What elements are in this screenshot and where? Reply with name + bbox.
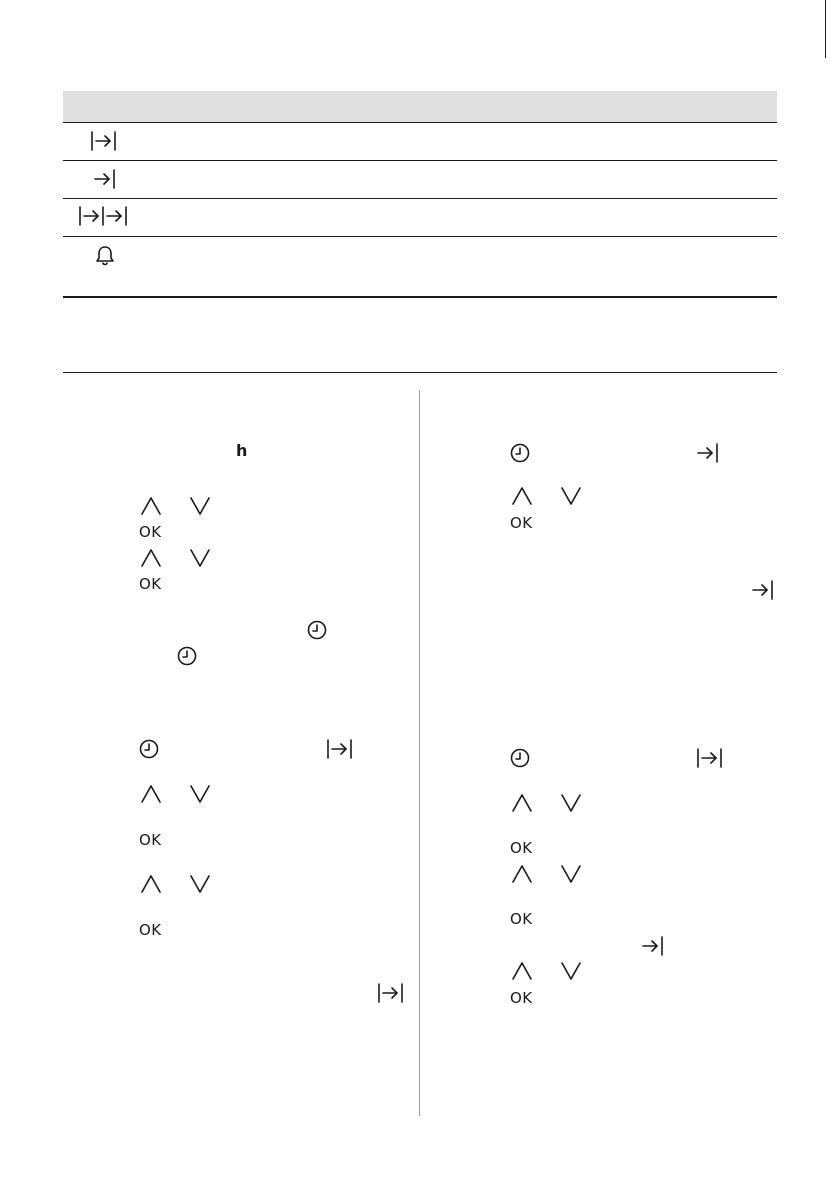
end-time-icon	[641, 935, 665, 957]
clock-icon	[307, 620, 327, 640]
up-arrow-icon	[141, 875, 161, 893]
table-header-rule	[63, 122, 777, 123]
hours-symbol: h	[236, 441, 248, 460]
up-arrow-icon	[141, 497, 161, 515]
ok-label: OK	[510, 514, 533, 532]
table-bottom-rule	[63, 296, 777, 298]
table-row-rule	[63, 198, 777, 199]
column-divider	[419, 390, 420, 1116]
down-arrow-icon	[561, 487, 581, 505]
table-row-rule	[63, 160, 777, 161]
up-arrow-icon	[141, 549, 161, 567]
table-header-bar	[63, 91, 777, 122]
ok-label: OK	[139, 921, 162, 939]
minute-minder-icon	[94, 245, 116, 267]
down-arrow-icon	[190, 785, 210, 803]
clock-icon	[177, 646, 197, 666]
down-arrow-icon	[561, 794, 581, 812]
end-time-icon	[696, 442, 720, 464]
down-arrow-icon	[561, 962, 581, 980]
clock-icon	[510, 443, 530, 463]
ok-label: OK	[139, 523, 162, 541]
end-time-icon	[93, 168, 117, 190]
duration-icon	[377, 982, 405, 1004]
time-delay-icon	[78, 205, 134, 227]
down-arrow-icon	[190, 875, 210, 893]
down-arrow-icon	[190, 497, 210, 515]
duration-icon	[326, 738, 354, 760]
duration-icon	[90, 130, 118, 152]
ok-label: OK	[510, 839, 533, 857]
ok-label: OK	[139, 575, 162, 593]
clock-icon	[510, 748, 530, 768]
down-arrow-icon	[190, 549, 210, 567]
up-arrow-icon	[512, 487, 532, 505]
end-time-icon	[751, 579, 775, 601]
up-arrow-icon	[512, 865, 532, 883]
page-corner-line	[825, 0, 826, 58]
ok-label: OK	[510, 910, 533, 928]
table-row-rule	[63, 236, 777, 237]
up-arrow-icon	[512, 962, 532, 980]
up-arrow-icon	[512, 794, 532, 812]
duration-icon	[696, 747, 724, 769]
section-rule	[63, 372, 777, 373]
ok-label: OK	[510, 989, 533, 1007]
up-arrow-icon	[141, 785, 161, 803]
clock-icon	[139, 739, 159, 759]
down-arrow-icon	[561, 865, 581, 883]
ok-label: OK	[139, 831, 162, 849]
